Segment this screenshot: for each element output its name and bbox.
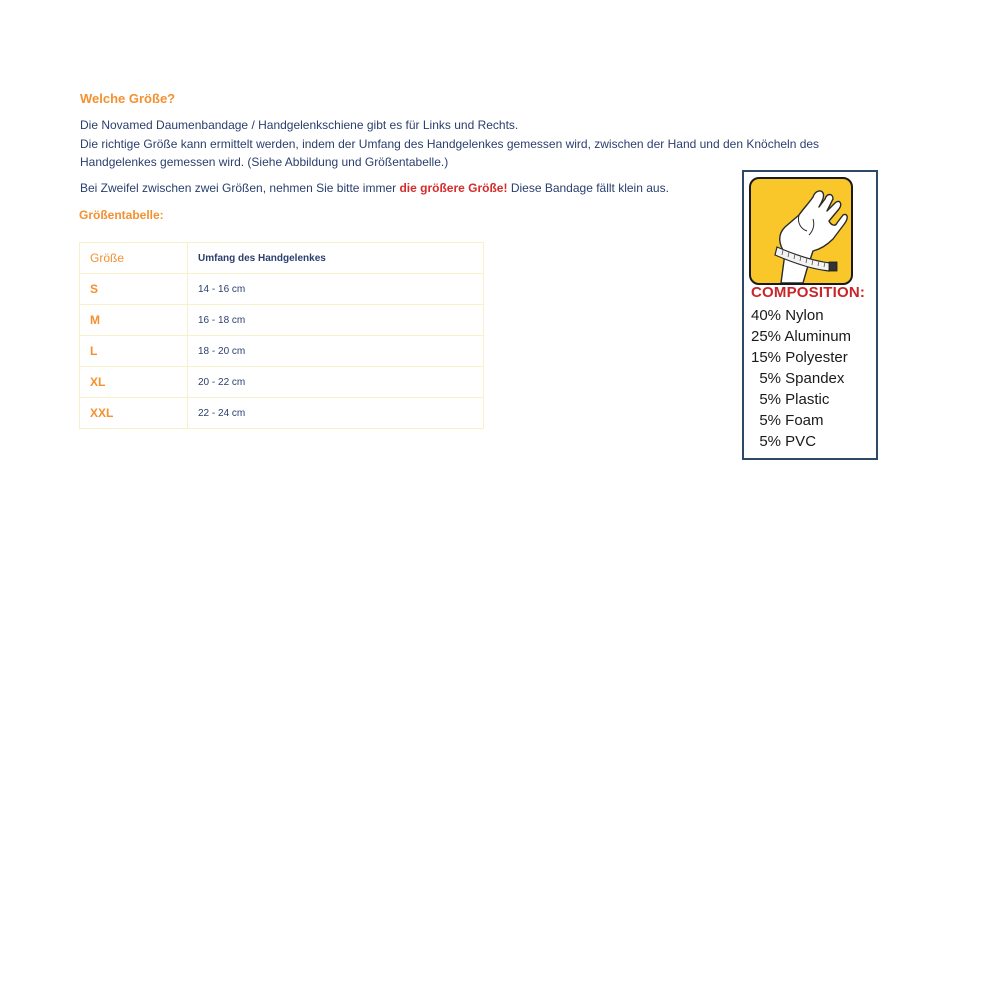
size-cell: L (80, 336, 188, 367)
composition-item: 25% Aluminum (751, 328, 852, 345)
composition-label (742, 170, 878, 460)
doubt-text-before: Bei Zweifel zwischen zwei Größen, nehmen Sie bitte immer (80, 181, 400, 195)
intro-line-2: Die richtige Größe kann ermittelt werden, indem der Umfang des Handgelenkes gemessen wird, zwischen der Hand und den Knöcheln des Handgelenkes gemessen wird. (Siehe Abbildung und Größentabelle.) (80, 136, 820, 169)
composition-item: 5% Spandex (751, 370, 845, 387)
table-row (80, 367, 484, 398)
composition-list (751, 305, 851, 452)
composition-item: 40% Nylon (751, 307, 824, 324)
range-cell: 20 - 22 cm (188, 367, 484, 398)
circumference-column-header: Umfang des Handgelenkes (188, 243, 484, 274)
size-table-header-row (80, 243, 484, 274)
range-cell: 16 - 18 cm (188, 305, 484, 336)
composition-item: 5% Foam (751, 412, 824, 429)
size-column-header: Größe (80, 243, 188, 274)
composition-item: 5% PVC (751, 433, 817, 450)
range-cell: 18 - 20 cm (188, 336, 484, 367)
size-cell: S (80, 274, 188, 305)
size-doubt-note (80, 181, 669, 195)
size-cell: XL (80, 367, 188, 398)
table-row (80, 274, 484, 305)
size-cell: XXL (80, 398, 188, 429)
composition-item: 5% Plastic (751, 391, 830, 408)
size-cell: M (80, 305, 188, 336)
composition-item: 15% Polyester (751, 349, 848, 366)
hand-measuring-icon (751, 179, 851, 283)
wrist-measurement-illustration (749, 177, 853, 285)
size-table-title: Größentabelle: (79, 208, 164, 222)
doubt-emphasis: die größere Größe! (399, 181, 508, 195)
size-heading: Welche Größe? (80, 91, 176, 106)
doubt-text-after: Diese Bandage fällt klein aus. (507, 181, 669, 195)
intro-text (80, 116, 880, 172)
table-row (80, 398, 484, 429)
table-row (80, 305, 484, 336)
range-cell: 14 - 16 cm (188, 274, 484, 305)
range-cell: 22 - 24 cm (188, 398, 484, 429)
size-table (79, 242, 484, 429)
intro-line-1: Die Novamed Daumenbandage / Handgelenkschiene gibt es für Links und Rechts. (80, 118, 519, 132)
composition-title: COMPOSITION: (751, 284, 866, 301)
table-row (80, 336, 484, 367)
